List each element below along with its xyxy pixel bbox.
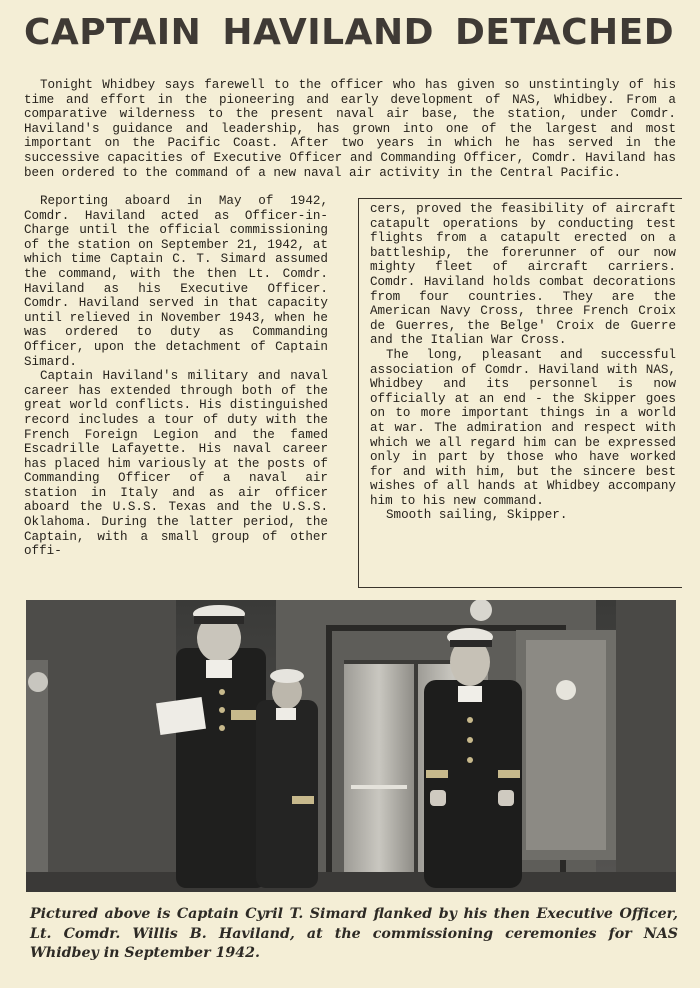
headline: CAPTAIN HAVILAND DETACHED: [24, 12, 675, 53]
intro-paragraph: [24, 78, 676, 180]
left-column: [24, 194, 328, 559]
photo-caption: Pictured above is Captain Cyril T. Simard flanked by his then Executive Officer, Lt. Comdr. Willis B. Haviland, at the commissioning ceremonies for NAS Whidbey in September 1942.: [30, 906, 678, 961]
intro-text: Tonight Whidbey says farewell to the officer who has given so unstintingly of his time and effort in the pioneering and early development of NAS, Whidbey. From a comparative wilderness to the present naval air base, the station, under Comdr. Haviland's guidance and leadership, has grown into one of the largest and most important on the Pacific Coast. After two years in which he has served in the successive capacities of Executive Officer and Commanding Officer, Comdr. Haviland has been ordered to the command of a new naval air activity in the Central Pacific.: [24, 78, 676, 180]
ceremony-photo: [26, 600, 676, 892]
left-paragraph-2: Captain Haviland's military and naval career has extended through both of the great world conflicts. His distinguished record includes a tour of duty with the French Foreign Legion and the famed Escadrille Lafayette. His naval career has placed him variously at the posts of Commanding Officer of a naval air station in Italy and as air officer aboard the U.S.S. Texas and the U.S.S. Oklahoma. During the latter period, the Captain, with a small group of other offi-: [24, 369, 328, 559]
right-column: [370, 202, 676, 523]
right-paragraph-1: cers, proved the feasibility of aircraft catapult operations by conducting test flights from a catapult erected on a battleship, the forerunner of our now mighty fleet of aircraft carriers. Comdr. Haviland holds combat decorations from four countries. They are the American Navy Cross, three French Croix de Guerres, the Belge' Croix de Guerre and the Italian War Cross.: [370, 202, 676, 348]
right-paragraph-3: Smooth sailing, Skipper.: [386, 508, 568, 523]
left-paragraph-1: Reporting aboard in May of 1942, Comdr. Haviland acted as Officer-in-Charge until the official commissioning of the station on September 21, 1942, at which time Captain C. T. Simard assumed the command, with the then Lt. Comdr. Haviland as his Executive Officer. Comdr. Haviland served in that capacity until relieved in November 1943, when he was ordered to duty as Commanding Officer, upon the detachment of Captain Simard.: [24, 194, 328, 369]
officer-middle-figure: [256, 669, 318, 888]
right-paragraph-2: The long, pleasant and successful association of Comdr. Haviland with NAS, Whidbey and its personnel is now officially at an end - the Skipper goes on to more important things in a world at war. The admiration and respect with which we all regard him can be expressed only in part by those who have worked for and with him, but the sincere best wishes of all hands at Whidbey accompany him to his new command.: [370, 347, 676, 508]
